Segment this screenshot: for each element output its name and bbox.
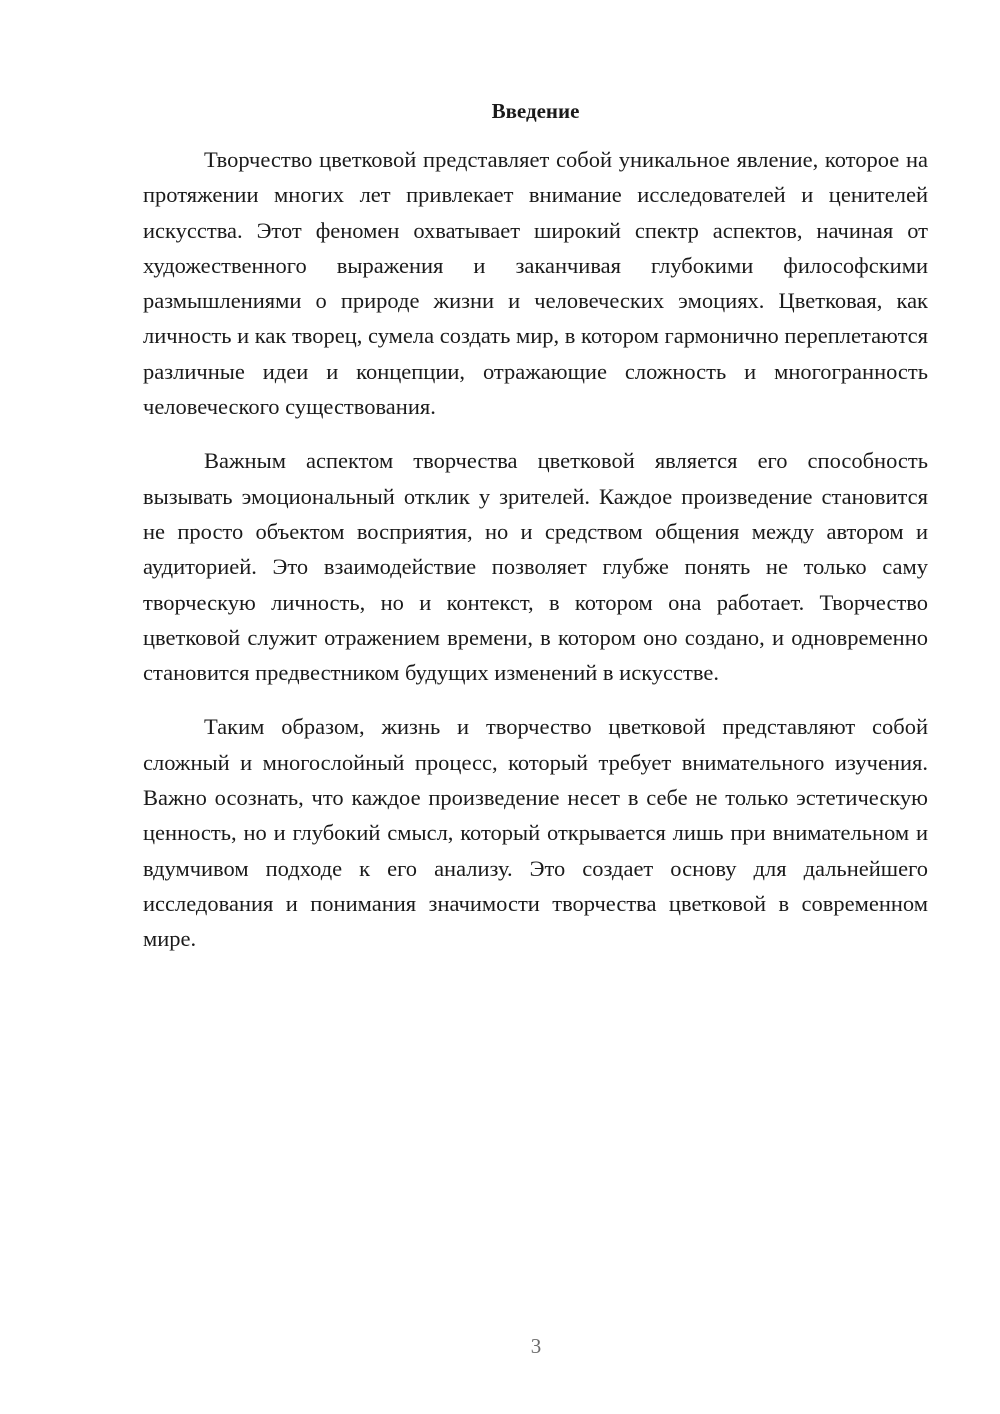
- section-heading: Введение: [491, 99, 580, 123]
- paragraph: Важным аспектом творчества цветковой является его способность вызывать эмоциональный отклик у зрителей. Каждое произведение становится не просто объектом восприятия, но и средством общения между автором и аудиторией. Это взаимодействие позволяет глубже понять не только саму творческую личность, но и контекст, в котором она работает. Творчество цветковой служит отражением времени, в котором оно создано, и одновременно становится предвестником будущих изменений в искусстве.: [143, 448, 928, 686]
- paragraph: Таким образом, жизнь и творчество цветковой представляют собой сложный и многослойный процесс, который требует внимательного изучения. Важно осознать, что каждое произведение несет в себе не только эстетическую ценность, но и глубокий смысл, который открывается лишь при внимательном и вдумчивом подходе к его анализу. Это создает основу для дальнейшего исследования и понимания значимости творчества цветковой в современном мире.: [143, 714, 928, 952]
- body-text: [143, 142, 928, 976]
- paragraph: Творчество цветковой представляет собой уникальное явление, которое на протяжении многих лет привлекает внимание исследователей и ценителей искусства. Этот феномен охватывает широкий спектр аспектов, начиная от художественного выражения и заканчивая глубокими философскими размышлениями о природе жизни и человеческих эмоциях. Цветковая, как личность и как творец, сумела создать мир, в котором гармонично переплетаются различные идеи и концепции, отражающие сложность и многогранность человеческого существования.: [143, 147, 929, 420]
- page-number: 3: [530, 1334, 542, 1358]
